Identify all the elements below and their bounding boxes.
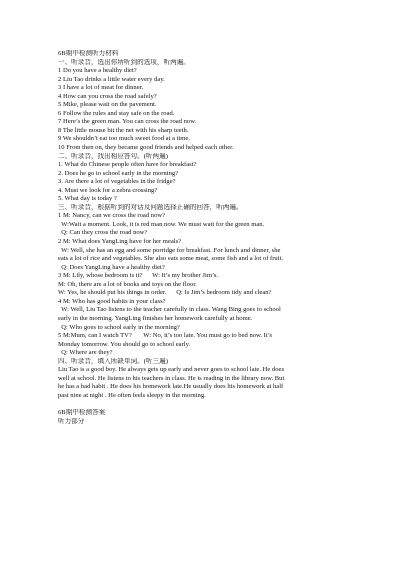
part4-passage	[58, 366, 358, 400]
dialogue-line: 5 M:Mum, can I watch TV? W: No, it’s too late. You must go to bed now. It’s	[58, 332, 273, 340]
part2-heading: 二、听录音，找出相应答句。(听两遍)	[58, 152, 168, 160]
listening-item: 5 Mike, please wait on the pavement.	[58, 101, 157, 109]
part3-heading: 三、听录音，根据听到的对话及问题选择正确的回答，听两遍。	[58, 203, 243, 211]
answer-subtitle: 听力部分	[58, 417, 85, 425]
part1-list	[58, 67, 358, 152]
dialogue-line: early in the morning. YangLing finishes her homework carefully at home.	[58, 314, 253, 322]
dialogue-line: Q: Can they cross the road now?	[58, 229, 148, 237]
dialogue-line: W:Wait a moment. Look, it is red man now. We must wait for the green man.	[58, 220, 265, 228]
listening-item: 6 Follow the rules and stay safe on the road.	[58, 109, 175, 117]
passage-line: well at school. He listens to his teachers in class. He is reading in the library now. But	[58, 374, 285, 382]
listening-item: 4 How can you cross the road safely?	[58, 92, 157, 100]
part2-list	[58, 161, 358, 204]
listening-item: 7 Here’s the green man. You can cross the road now.	[58, 118, 197, 126]
listening-item: 2 Liu Tao drinks a little water every day.	[58, 75, 165, 83]
dialogue-line: 4 M: Who has good habits in your class?	[58, 297, 166, 305]
document-title: 6B期中检测听力材料	[58, 50, 119, 57]
dialogue-line: Monday tomorrow. You should go to school early.	[58, 340, 191, 348]
section-gap	[58, 400, 358, 409]
question-item: 5. What day is today ?	[58, 195, 117, 203]
listening-item: 10 From then on, they became good friends and helped each other.	[58, 144, 234, 152]
dialogue-line: M: Oh, there are a lot of books and toys on the floor.	[58, 280, 197, 288]
question-item: 1. What do Chinese people often have for breakfast?	[58, 161, 197, 169]
answer-title: 6B期中检测答案	[58, 409, 106, 417]
dialogue-line: W: Well, Liu Tao listens to the teacher carefully in class. Wang Bing goes to school	[58, 306, 281, 314]
dialogue-line: 3 M: Lily, whose bedroom is it? W: It’s my brother Jim’s.	[58, 272, 219, 280]
passage-line: Liu Tao is a good boy. He always gets up early and never goes to school late. He does	[58, 366, 285, 374]
listening-item: 1 Do you have a healthy diet?	[58, 67, 137, 75]
dialogue-line: Q: Who goes to school early in the morning?	[58, 323, 180, 331]
passage-line: he has a bad habit . He does his homework late.He usually does his homework at half	[58, 383, 284, 391]
listening-item: 9 We shouldn’t eat too much sweet food at a time.	[58, 135, 190, 143]
dialogue-line: W: Yes, he should put his things in order. Q: Is Jim’s bedroom tidy and clean?	[58, 289, 272, 297]
dialogue-line: 1 M: Nancy, can we cross the road now?	[58, 212, 166, 220]
document-body	[58, 50, 358, 427]
dialogue-line: W: Well, she has an egg and some porridge for breakfast. For lunch and dinner, she	[58, 246, 281, 254]
dialogue-line: Q: Where are they?	[58, 349, 113, 357]
dialogue-line: eats a lot of rice and vegetables. She also eats some meat, some fish and a lot of fruit.	[58, 255, 284, 263]
part1-heading: 一、听录音，选出你所听到的选项，听两遍。	[58, 58, 190, 66]
part3-dialogues	[58, 212, 358, 357]
question-item: 3. Are there a lot of vegetables in the fridge?	[58, 178, 176, 186]
listening-item: 8 The little mouse bit the net with his sharp teeth.	[58, 126, 189, 134]
question-item: 4. Must we look for a zebra crossing?	[58, 186, 158, 194]
dialogue-line: Q: Does YangLing have a healthy diet?	[58, 263, 165, 271]
dialogue-line: 2 M: What does YangLing have for her meals?	[58, 238, 182, 246]
question-item: 2. Does he go to school early in the morning?	[58, 169, 179, 177]
passage-line: past nine at night . He often feels sleepy in the morning.	[58, 391, 206, 399]
listening-item: 3 I have a lot of meat for dinner.	[58, 84, 144, 92]
part4-heading: 四、听录音，填入所缺单词。(听三遍)	[58, 357, 168, 365]
